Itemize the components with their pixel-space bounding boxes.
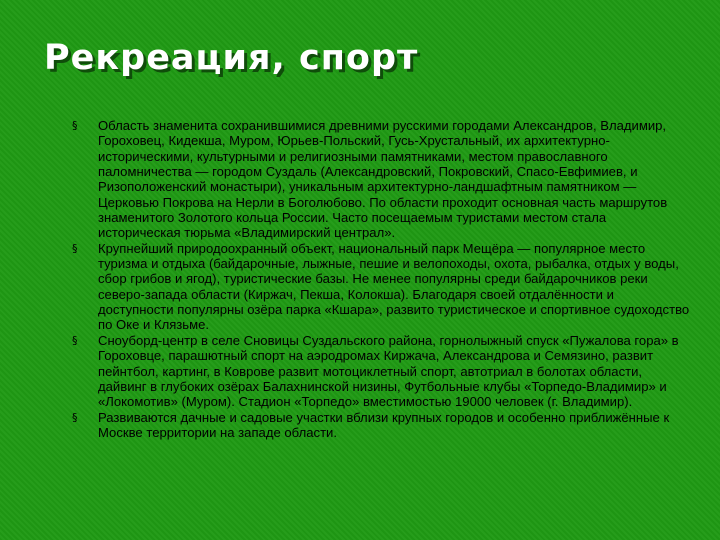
bullet-item	[72, 241, 692, 333]
bullet-text: Крупнейший природоохранный объект, национальный парк Мещёра — популярное место туризма и отдыха (байдарочные, лыжные, пешие и велопоходы, охота, рыбалка, отдых у воды, сбор грибов и ягод), туристические базы. Не менее популярны среди байдарочников реки северо-запада области (Киржач, Пекша, Колокша). Благодаря своей отдалённости и доступности популярны озёра парка «Кшара», развито туристическое и спортивное судоходство по Оке и Клязьме.	[98, 240, 690, 333]
bullet-marker-icon: §	[72, 241, 78, 255]
bullet-text: Область знаменита сохранившимися древними русскими городами Александров, Владимир, Гороховец, Кидекша, Муром, Юрьев-Польский, Гусь-Хрустальный, их архитектурно-историческими, культурными и религиозными памятниками, местом православного паломничества — городом Суздаль (Александровский, Покровский, Спасо-Евфимиев, и Ризоположенский монастыри), уникальным архитектурно-ландшафтным памятником — Церковью Покрова на Нерли в Боголюбово. По области проходит основная часть маршрутов знаменитого Золотого кольца России. Часто посещаемым туристами местом стала историческая тюрьма «Владимирский централ».	[98, 118, 668, 241]
bullet-item	[72, 333, 692, 410]
bullet-text: Развиваются дачные и садовые участки вблизи крупных городов и особенно приближённые к Москве территории на западе области.	[98, 409, 670, 440]
bullet-list	[72, 118, 692, 440]
bullet-marker-icon: §	[72, 119, 78, 132]
bullet-item	[72, 118, 692, 241]
bullet-item	[72, 410, 692, 441]
bullet-marker-icon: §	[72, 333, 78, 347]
bullet-text: Сноуборд-центр в селе Сновицы Суздальского района, горнолыжный спуск «Пужалова гора» в Гороховце, парашютный спорт на аэродромах Киржача, Александрова и Семязино, развит пейнтбол, картинг, в Коврове развит мотоциклетный спорт, автотриал в болотах области, дайвинг в глубоких озёрах Балахнинской низины, Футбольные клубы «Торпедо-Владимир» и «Локомотив» (Муром). Стадион «Торпедо» вместимостью 19000 человек (г. Владимир).	[98, 332, 679, 410]
bullet-marker-icon: §	[72, 410, 78, 424]
slide-title: Рекреация, спорт	[44, 38, 419, 78]
